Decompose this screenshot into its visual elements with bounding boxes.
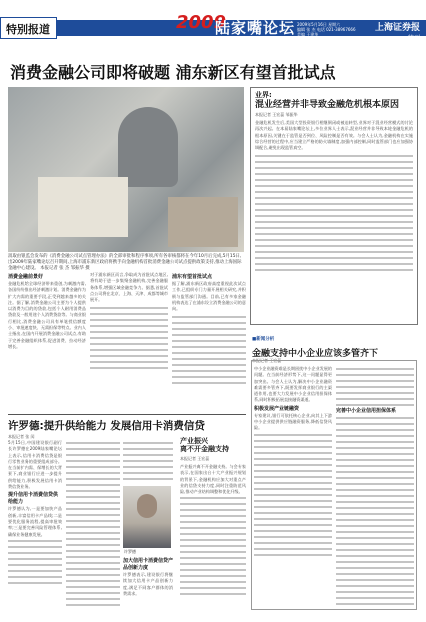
photo-paper xyxy=(38,177,128,237)
photo-caption xyxy=(8,254,244,273)
story2-col3-lower xyxy=(123,556,173,597)
story4-sub1: 积极发展产业链融资 xyxy=(254,405,300,412)
brand-name: 上海证券报 xyxy=(374,23,420,33)
story1-col2 xyxy=(90,272,168,369)
meta-date: 2009年5月16日 星期六 xyxy=(297,22,341,27)
story4-col2-fill-top xyxy=(336,366,414,406)
story3-author: 本报记者 王宏蕊 xyxy=(180,456,210,461)
story4-col2 xyxy=(336,366,414,605)
story4-author: 本报记者 王宏蕊 xyxy=(252,358,282,363)
forum-title: 陆家嘴论坛 xyxy=(215,19,296,37)
story2-body: 5月15日,中国建设银行副行长许罗德在2009陆家嘴论坛上表示,信用卡消费信贷是银行零售业务的重要组成部分。在当前扩内需、保增长的大背景下,商业银行应进一步提升供给能力,积极发展信用卡消费信贷业务。 xyxy=(8,440,62,490)
caption-credit: 本报记者 张 杰 邹振华 摄 xyxy=(40,266,90,272)
story1-col3-subhead: 浦东有望首批试点 xyxy=(172,274,213,280)
caption-text: 汲取由银监会发布的《消费金融公司试点管理办法》的全部审批和程序事项,所有各审核都将在今年10月后完成,5月15日,出2009年陆家嘴论坛召开期间,上海市浦东新区政府将携手向金融机构首批消费金融公司试点提供政策支持,推动上海国际金融中心建设。 xyxy=(8,254,242,272)
brand-sub: 特刊 xyxy=(407,35,420,42)
portrait-face xyxy=(137,494,157,518)
story3-col xyxy=(180,464,246,595)
story3-fill xyxy=(180,495,246,595)
story2-headline: 许罗德:提升供给能力 发展信用卡消费信贷 xyxy=(8,420,205,432)
photo-figure xyxy=(118,107,178,187)
masthead-meta xyxy=(297,22,356,37)
story4-body2: 专家建议,银行可依托核心企业,向其上下游中小企业提供供应链融资服务,降低信贷风险。 xyxy=(254,412,332,431)
story1-body: 金融危机给全球经济带来重创,为刺激内需,各国纷纷推出经济刺激计划。消费金融作为扩大内需的重要手段,正受到越来越多的关注。据了解,消费金融公司主要为个人提供以消费为目的的贷款,包括个人耐用消费品贷款及一般用途个人消费贷款等。与商业银行相比,消费金融公司具有单笔授信额度小、审批速度快、无需担保等特点。业内人士指出,在国内开展消费金融公司试点,有助于完善金融组织体系,促进消费、拉动经济增长。 xyxy=(8,281,86,349)
section-label: 特别报道 xyxy=(0,17,57,39)
story2-author: 本报记者 张 闵 xyxy=(8,434,35,439)
story4-col2-fill xyxy=(336,415,414,605)
story4-col1-fill xyxy=(254,432,332,560)
sidebar-text-fill xyxy=(255,153,413,275)
story1-col3-body: 据了解,浦东新区政府高度重视此次试点工作,已组织专门力量开展相关研究,并积极与监管部门沟通。目前,已有多家金融机构表达了在浦东设立消费金融公司的意向。 xyxy=(172,281,246,312)
story1-col2-fill xyxy=(90,305,168,369)
story1-col1 xyxy=(8,272,86,350)
story1-col3-fill xyxy=(172,314,246,386)
photo-hand xyxy=(168,197,238,247)
paper-brand xyxy=(375,20,420,42)
story4-headline: 金融支持中小企业应该多管齐下 xyxy=(252,349,379,359)
story2-col1 xyxy=(8,440,62,586)
story3-headline: 产业振兴 离不开金融支持 xyxy=(180,437,229,453)
portrait-photo xyxy=(123,486,171,548)
story2-col3-fill xyxy=(123,440,173,484)
sidebar-title: 混业经营并非导致金融危机根本原因 xyxy=(255,100,400,110)
year-logo: 2009 xyxy=(176,12,227,33)
story2-col2-fill xyxy=(66,440,120,610)
sidebar-author: 本报记者 王宏蕊 邹振华 xyxy=(255,112,298,117)
story1-col2-body: 对于浦东新区而言,争取成为首批试点地区,将有助于进一步集聚金融机构,完善金融服务体系,增强区域金融竞争力。据悉,首批试点公司将在北京、上海、天津、成都等城市展开。 xyxy=(90,272,168,303)
story4-col1 xyxy=(254,366,332,560)
lead-photo xyxy=(8,87,244,252)
story2-body3: 许罗德表示,建设银行将继续加大信用卡产品创新力度,满足不同客户群体的消费需求。 xyxy=(123,572,173,596)
meta-designer: 美编 王建华 xyxy=(297,32,319,37)
divider-rule xyxy=(8,414,246,415)
sidebar-box xyxy=(250,87,418,325)
story2-body2: 许罗德认为,一是要加快产品创新,丰富信用卡产品线;二是要优化服务流程,提高审批效率;三是要完善风险管理体系,确保业务健康发展。 xyxy=(8,506,62,537)
sidebar-kicker: 业界: xyxy=(255,91,272,99)
story4-sub2: 完善中小企业信用担保体系 xyxy=(336,408,397,414)
story2-col3 xyxy=(123,440,173,484)
lead-headline: 消费金融公司即将破题 浦东新区有望首批试点 xyxy=(10,63,336,82)
portrait-caption: 许罗德 xyxy=(124,549,136,554)
story1-subhead: 消费金融前景好 xyxy=(8,274,44,280)
story3-body: 产业振兴离不开金融支持。与会专家表示,在国家出台十大产业振兴规划的背景下,金融机构应加大对重点产业的信贷支持力度,同时注重防范风险,推动产业结构调整和优化升级。 xyxy=(180,464,246,495)
sidebar-body: 金融危机发生后,美国大型投资银行相继倒闭或被迫转型,业界对于混业经营模式的讨论再次兴起。在本届陆家嘴论坛上,多位业界人士表示,混业经营并非导致本轮金融危机的根本原因,关键在于监管是否到位、风险控制是否有效。与会人士认为,金融机构在实施综合经营的过程中,应当建立严格的防火墙制度,加强内部控制,同时监管部门也应加强协调配合,避免出现监管真空。 xyxy=(255,120,413,151)
story2-sub1: 提升信用卡消费信贷供给能力 xyxy=(8,492,59,506)
story2-sub2: 加大信用卡消费信贷产品创新力度 xyxy=(123,558,174,571)
analysis-tag: ■新闻分析 xyxy=(252,337,275,342)
story2-col2 xyxy=(66,440,120,610)
story2-col1-fill xyxy=(8,538,62,586)
story4-body: 中小企业融资难是长期困扰中小企业发展的问题。在当前经济形势下,这一问题显得更加突出。与会人士认为,解决中小企业融资难需要多管齐下,既要发挥商业银行的主渠道作用,也要大力发展中小企业信用担保体系,同时积极拓展直接融资渠道。 xyxy=(254,366,332,403)
story1-col3 xyxy=(172,272,246,386)
meta-editor: 编辑 张 杰 电话 021-38967666 xyxy=(297,27,356,32)
